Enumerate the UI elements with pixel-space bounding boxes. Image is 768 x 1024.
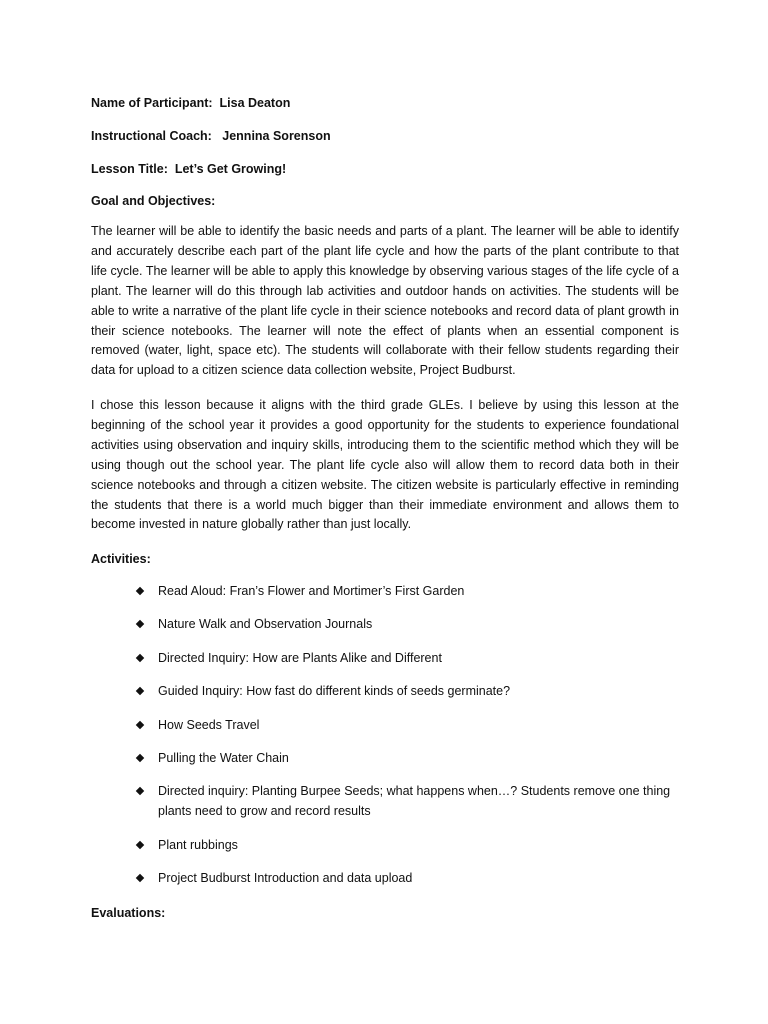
activities-heading: Activities:: [91, 552, 151, 566]
diamond-bullet-icon: [136, 587, 144, 595]
list-item: Read Aloud: Fran’s Flower and Mortimer’s First Garden: [136, 582, 696, 602]
list-item: Guided Inquiry: How fast do different kinds of seeds germinate?: [136, 682, 696, 702]
diamond-bullet-icon: [136, 720, 144, 728]
list-item: Directed Inquiry: How are Plants Alike and Different: [136, 649, 696, 669]
lesson-title-line: [91, 161, 286, 177]
participant-line: [91, 95, 290, 111]
diamond-bullet-icon: [136, 754, 144, 762]
list-item: Nature Walk and Observation Journals: [136, 615, 696, 635]
evaluations-heading: Evaluations:: [91, 906, 166, 920]
participant-label: Name of Participant:: [91, 96, 213, 110]
list-item: Plant rubbings: [136, 836, 696, 856]
coach-line: [91, 128, 331, 144]
list-item: Pulling the Water Chain: [136, 749, 696, 769]
lesson-value: Let’s Get Growing!: [174, 162, 287, 176]
rationale-paragraph: I chose this lesson because it aligns with the third grade GLEs. I believe by using this lesson at the beginning of the school year it provides a good opportunity for the students to experience foundational activities using observation and inquiry skills, introducing them to the scientific method which they will be using though out the school year. The plant life cycle also will allow them to record data both in their science notebooks and through a citizen website. The citizen website is particularly effective in reminding the students that there is a world much bigger than their immediate environment and allows them to become invested in nature globally rather than just locally.: [91, 398, 679, 532]
coach-label: Instructional Coach:: [91, 129, 212, 143]
diamond-bullet-icon: [136, 654, 144, 662]
diamond-bullet-icon: [136, 787, 144, 795]
goals-heading: Goal and Objectives:: [91, 194, 216, 208]
list-item: How Seeds Travel: [136, 716, 696, 736]
list-item: Directed inquiry: Planting Burpee Seeds; what happens when…? Students remove one thing plants need to grow and record results: [136, 782, 696, 822]
activities-list: [136, 582, 696, 903]
coach-value: Jennina Sorenson: [222, 129, 331, 143]
diamond-bullet-icon: [136, 620, 144, 628]
list-item: Project Budburst Introduction and data upload: [136, 869, 696, 889]
diamond-bullet-icon: [136, 687, 144, 695]
goals-paragraph: The learner will be able to identify the basic needs and parts of a plant. The learner will be able to identify and accurately describe each part of the plant life cycle and how the parts of the plant contribute to that life cycle. The learner will be able to apply this knowledge by observing various stages of the life cycle of a plant. The learner will do this through lab activities and outdoor hands on activities. The students will be able to write a narrative of the plant life cycle in their science notebooks and record data of plant growth in their science notebooks. The learner will note the effect of plants when an essential component is removed (water, light, space etc). The students will collaborate with their fellow students regarding their data for upload to a citizen science data collection website, Project Budburst.: [91, 224, 679, 378]
lesson-label: Lesson Title:: [91, 162, 168, 176]
diamond-bullet-icon: [136, 874, 144, 882]
participant-value: Lisa Deaton: [219, 96, 291, 110]
diamond-bullet-icon: [136, 841, 144, 849]
